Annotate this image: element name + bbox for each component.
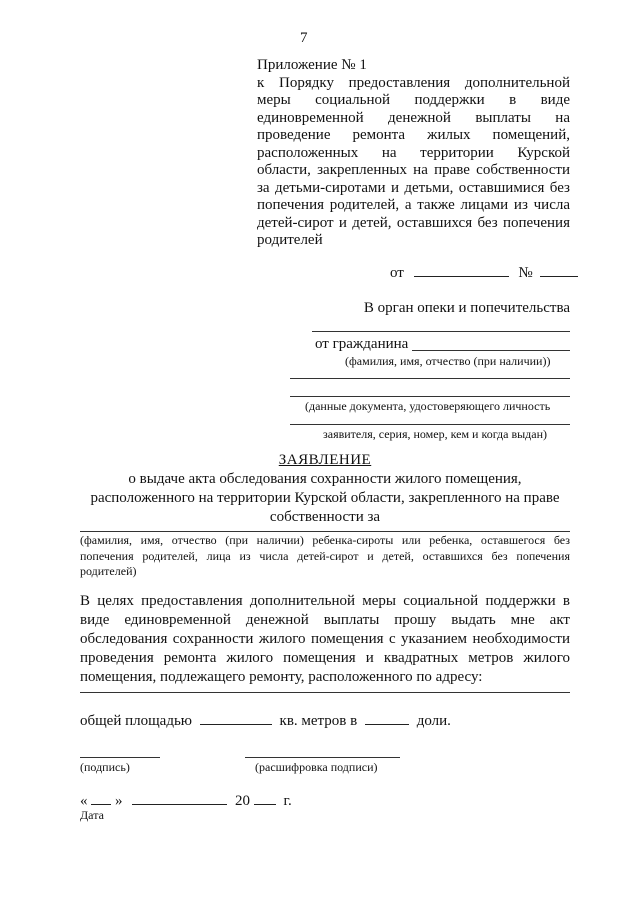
document-hint-1: (данные документа, удостоверяющего личность xyxy=(305,399,551,413)
page-number: 7 xyxy=(300,30,308,46)
statement-line: расположенного на территории Курской области, закрепленного на праве xyxy=(90,490,560,506)
open-quote: « xyxy=(80,793,88,809)
document-hint-2: заявителя, серия, номер, кем и когда выдан) xyxy=(323,427,548,441)
appendix-line: меры социальной поддержки в виде xyxy=(257,92,570,108)
address-field[interactable] xyxy=(80,692,570,693)
citizen-name-field[interactable] xyxy=(412,350,570,351)
appendix-line: к Порядку предоставления дополнительной xyxy=(257,74,570,91)
date-field[interactable] xyxy=(414,262,509,277)
statement-line: о выдаче акта обследования сохранности жилого помещения, xyxy=(128,471,522,487)
appendix-line: расположенных на территории Курской xyxy=(257,144,570,161)
request-line: помещения, подлежащего ремонту, расположенного по адресу: xyxy=(80,669,483,685)
year-field[interactable] xyxy=(254,790,276,805)
appendix-line: за детьми-сиротами и детьми, оставшимися без xyxy=(257,179,570,196)
year-prefix: 20 xyxy=(235,793,250,809)
number-field[interactable] xyxy=(540,262,578,277)
signature-decode-field[interactable] xyxy=(245,757,400,758)
date-row xyxy=(80,790,292,810)
close-quote: » xyxy=(115,793,123,809)
statement-heading xyxy=(80,451,570,527)
organ-name-field[interactable] xyxy=(312,331,570,332)
request-line: проведения ремонта жилого помещения и квадратных метров жилого xyxy=(80,650,570,666)
appendix-header xyxy=(257,57,570,250)
signature-decode-label: (расшифровка подписи) xyxy=(255,760,378,774)
appendix-body xyxy=(257,75,570,250)
statement-title: ЗАЯВЛЕНИЕ xyxy=(278,452,372,468)
date-caption: Дата xyxy=(80,808,104,822)
signature-label: (подпись) xyxy=(80,760,130,774)
appendix-line: детей-сирот и детей, оставшихся без попечения xyxy=(257,214,570,231)
child-note-line: попечения родителей, лица из числа детей-сирот и детей, оставшихся без попечения xyxy=(80,548,570,563)
fio-hint: (фамилия, имя, отчество (при наличии)) xyxy=(345,354,551,368)
appendix-line: родителей xyxy=(257,232,323,248)
share-field[interactable] xyxy=(365,710,409,725)
document-line[interactable] xyxy=(290,424,570,425)
request-line: виде единовременной денежной выплаты прошу выдать мне акт xyxy=(80,612,570,628)
addressee-organ: В орган опеки и попечительства xyxy=(363,300,570,316)
appendix-line: проведение ремонта жилых помещений, xyxy=(257,127,570,143)
area-suffix: доли. xyxy=(416,713,451,729)
year-suffix: г. xyxy=(283,793,292,809)
date-number-row xyxy=(390,262,572,282)
appendix-line: области, закрепленных на праве собственности xyxy=(257,162,570,178)
child-note-line: родителей) xyxy=(80,564,137,578)
from-citizen-label: от гражданина xyxy=(315,336,409,352)
day-field[interactable] xyxy=(91,790,111,805)
applicant-line-2[interactable] xyxy=(290,396,570,397)
applicant-line-1[interactable] xyxy=(290,378,570,379)
statement-line: собственности за xyxy=(269,509,381,525)
appendix-line: попечения родителей, а также лицами из числа xyxy=(257,197,570,213)
month-field[interactable] xyxy=(132,790,227,805)
signature-field[interactable] xyxy=(80,757,160,758)
area-field[interactable] xyxy=(200,710,272,725)
appendix-line: единовременной денежной выплаты на xyxy=(257,109,570,126)
child-note xyxy=(80,533,570,580)
child-note-line: (фамилия, имя, отчество (при наличии) ребенка-сироты или ребенка, оставшегося без xyxy=(80,533,570,547)
area-middle: кв. метров в xyxy=(279,713,358,729)
area-prefix: общей площадью xyxy=(80,713,193,729)
from-label: от xyxy=(390,265,404,281)
area-row xyxy=(80,710,451,730)
appendix-title: Приложение № 1 xyxy=(257,57,367,73)
request-line: обследования сохранности жилого помещения с указанием необходимости xyxy=(80,631,570,647)
child-name-field[interactable] xyxy=(80,531,570,532)
number-label: № xyxy=(518,265,533,281)
request-paragraph xyxy=(80,592,570,687)
request-line: В целях предоставления дополнительной меры социальной поддержки в xyxy=(80,593,570,609)
